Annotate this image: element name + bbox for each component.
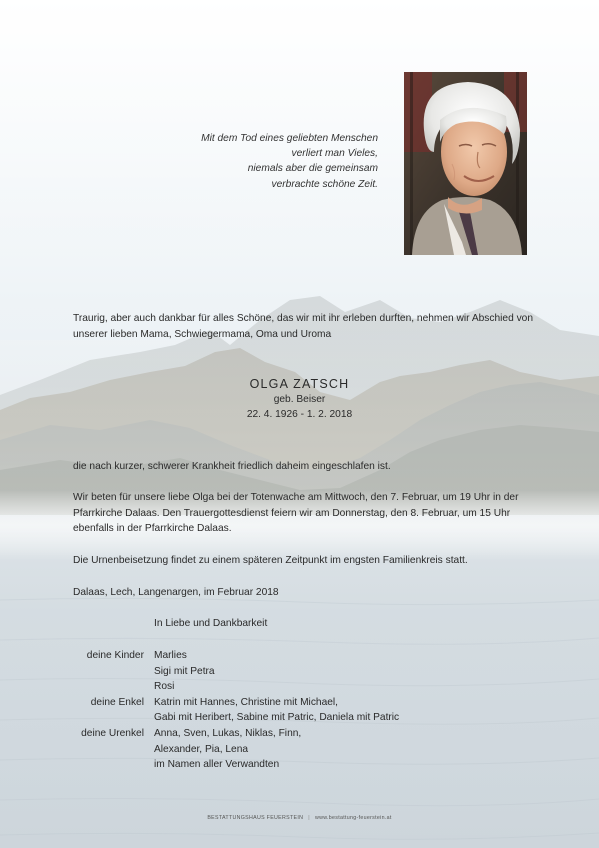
family-member: Rosi — [154, 681, 175, 693]
family-member: Gabi mit Heribert, Sabine mit Patric, Daniela mit Patric — [154, 712, 400, 724]
family-list — [60, 648, 399, 773]
family-member: Sigi mit Petra — [154, 665, 215, 677]
family-label: deine Urenkel — [81, 727, 144, 739]
footer-website-link[interactable]: www.bestattung-feuerstein.at — [314, 815, 392, 821]
family-label: deine Enkel — [90, 696, 144, 708]
life-dates: 22. 4. 1926 - 1. 2. 2018 — [246, 409, 353, 420]
family-group-great-grandchildren — [60, 726, 399, 773]
family-group-children — [60, 648, 399, 695]
footer — [0, 815, 599, 821]
quote-line: verbrachte schöne Zeit. — [271, 178, 378, 190]
deceased-info — [0, 376, 599, 422]
place-date: Dalaas, Lech, Langenargen, im Februar 2018 — [73, 587, 279, 598]
quote-line: niemals aber die gemeinsam — [247, 163, 378, 175]
quote-line: verliert man Vieles, — [291, 148, 378, 160]
family-member: Marlies — [154, 650, 187, 661]
death-note: die nach kurzer, schwerer Krankheit friedlich daheim eingeschlafen ist. — [73, 461, 391, 472]
intro-text: Traurig, aber auch dankbar für alles Schöne, das wir mit ihr erleben durften, nehmen wir Abschied von unserer lieben Mama, Schwiegermama, Oma und Uroma — [73, 313, 533, 340]
family-group-grandchildren — [60, 695, 399, 726]
deceased-name: OLGA ZATSCH — [249, 377, 350, 391]
urn-info: Die Urnenbeisetzung findet zu einem späteren Zeitpunkt im engsten Familienkreis statt. — [73, 555, 468, 566]
birth-name: geb. Beiser — [273, 394, 326, 405]
family-member: im Namen aller Verwandten — [154, 759, 280, 771]
signoff: In Liebe und Dankbarkeit — [154, 618, 268, 629]
funeral-info: Wir beten für unsere liebe Olga bei der Totenwache am Mittwoch, den 7. Februar, um 19 Uhr in der Pfarrkirche Dalaas. Den Trauergottesdienst feiern wir am Donnerstag, den 8. Februar, um 15 Uhr ebenfalls in der Pfarrkirche Dalaas. — [73, 492, 519, 534]
family-member: Alexander, Pia, Lena — [154, 743, 249, 755]
quote-line: Mit dem Tod eines geliebten Menschen — [201, 133, 378, 144]
footer-company: BESTATTUNGSHAUS FEUERSTEIN — [207, 815, 304, 821]
family-label: deine Kinder — [86, 650, 144, 661]
family-member: Anna, Sven, Lukas, Niklas, Finn, — [154, 727, 302, 739]
family-member: Katrin mit Hannes, Christine mit Michael, — [154, 696, 339, 708]
portrait-photo — [404, 72, 527, 255]
memorial-quote — [118, 131, 378, 192]
footer-separator: | — [308, 815, 310, 821]
